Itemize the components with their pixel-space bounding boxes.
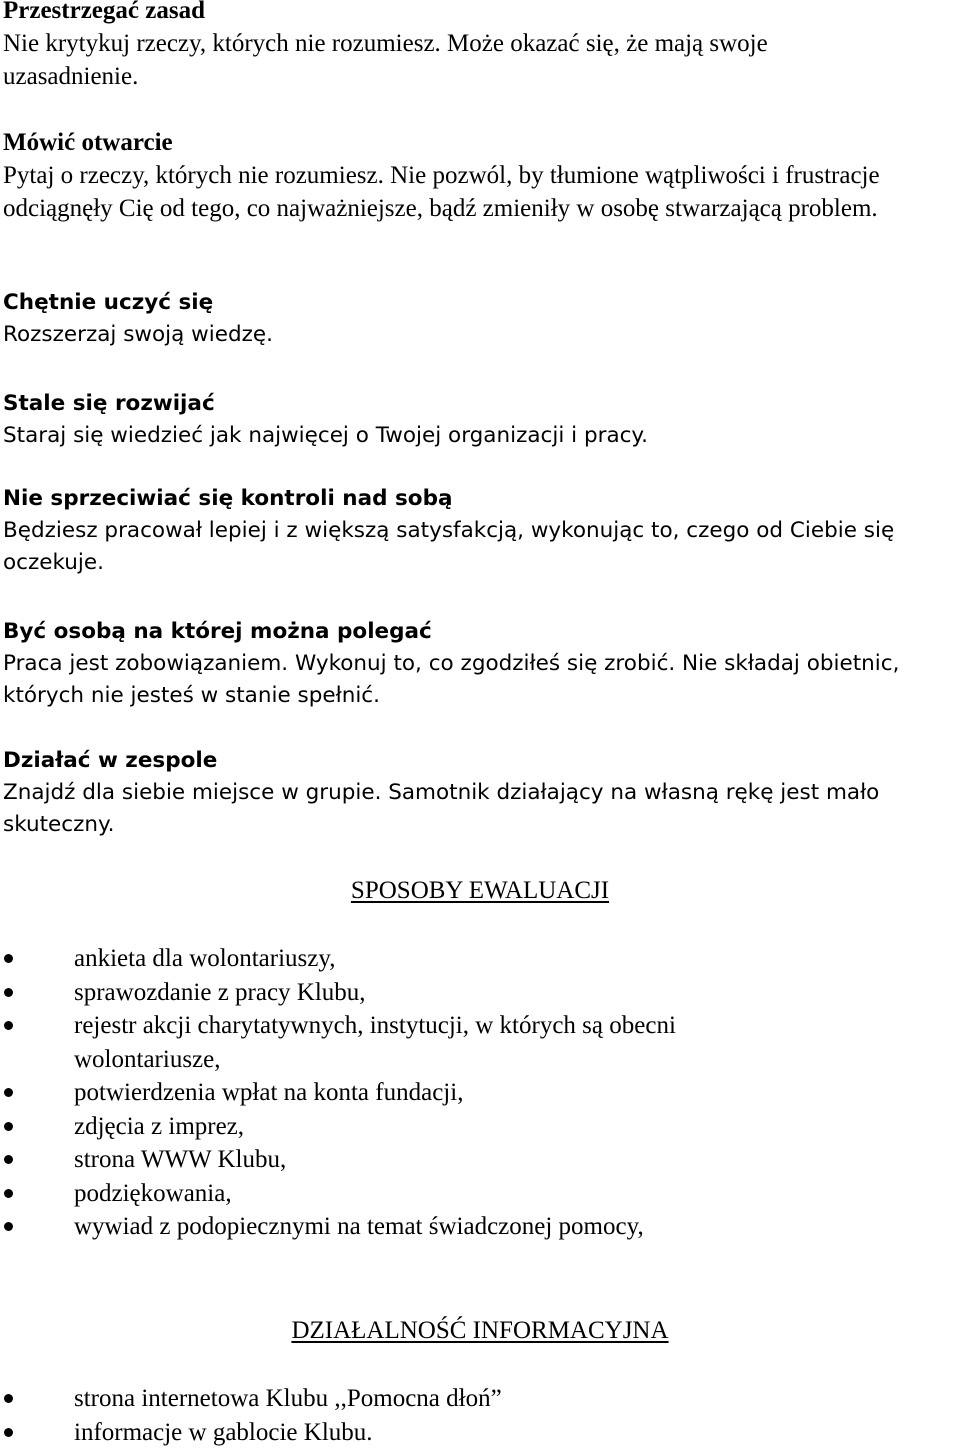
section-mowic-otwarcie: [3, 126, 893, 225]
section-chetnie-uczyc-sie: [3, 287, 958, 351]
list-item: [0, 1110, 940, 1144]
bullet-icon: [4, 1088, 13, 1097]
information-title-text: DZIAŁALNOŚĆ INFORMACYJNA: [291, 1317, 669, 1344]
information-list: [0, 1382, 940, 1449]
list-item-text: potwierdzenia wpłat na konta fundacji,: [74, 1079, 464, 1106]
list-item: [0, 1009, 940, 1076]
section-nie-sprzeciwiac-sie: [3, 483, 958, 579]
bullet-icon: [4, 1428, 13, 1437]
evaluation-list: [0, 942, 940, 1244]
list-item: [0, 1076, 940, 1110]
list-item: [0, 1416, 940, 1450]
section-heading: Działać w zespole: [3, 748, 218, 773]
section-body: Staraj się wiedzieć jak najwięcej o Twojej organizacji i pracy.: [3, 423, 648, 448]
information-title: [0, 1314, 960, 1347]
bullet-icon: [4, 1222, 13, 1231]
section-heading: Stale się rozwijać: [3, 391, 215, 416]
list-item-text: rejestr akcji charytatywnych, instytucji, w których są obecni wolontariusze,: [74, 1012, 676, 1073]
bullet-icon: [4, 1155, 13, 1164]
section-heading: Przestrzegać zasad: [3, 0, 205, 24]
section-dzialac-w-zespole: [3, 745, 958, 841]
list-item-text: podziękowania,: [74, 1179, 232, 1207]
list-item-text: zdjęcia z imprez,: [74, 1112, 245, 1140]
bullet-icon: [4, 1189, 13, 1198]
section-byc-osoba: [3, 616, 958, 712]
list-item-text: ankieta dla wolontariuszy,: [74, 945, 336, 972]
bullet-icon: [4, 1122, 13, 1131]
section-body: Pytaj o rzeczy, których nie rozumiesz. Nie pozwól, by tłumione wątpliwości i frustracje odciągnęły Cię od tego, co najważniejsze, bądź zmieniły w osobę stwarzającą problem.: [3, 162, 880, 222]
list-item: [0, 1143, 940, 1177]
list-item-text: sprawozdanie z pracy Klubu,: [74, 978, 366, 1006]
evaluation-title: [0, 874, 960, 907]
section-body: Znajdź dla siebie miejsce w grupie. Samotnik działający na własną rękę jest mało skuteczny.: [3, 780, 880, 837]
section-body: Praca jest zobowiązaniem. Wykonuj to, co zgodziłeś się zrobić. Nie składaj obietnic, których nie jesteś w stanie spełnić.: [3, 651, 900, 708]
list-item: [0, 1382, 940, 1416]
bullet-icon: [4, 954, 13, 963]
section-heading: Nie sprzeciwiać się kontroli nad sobą: [3, 486, 453, 511]
list-item: [0, 1210, 940, 1244]
list-item-text: wywiad z podopiecznymi na temat świadczonej pomocy,: [74, 1213, 644, 1240]
list-item: [0, 942, 940, 976]
bullet-icon: [4, 1021, 13, 1030]
section-heading: Mówić otwarcie: [3, 129, 173, 156]
bullet-icon: [4, 988, 13, 997]
section-body: Rozszerzaj swoją wiedzę.: [3, 322, 273, 347]
list-item-text: informacje w gablocie Klubu.: [74, 1418, 373, 1446]
section-stale-sie-rozwijac: [3, 388, 958, 452]
evaluation-title-text: SPOSOBY EWALUACJI: [350, 877, 610, 904]
section-body: Nie krytykuj rzeczy, których nie rozumiesz. Może okazać się, że mają swoje uzasadnienie.: [3, 30, 768, 90]
section-heading: Być osobą na której można polegać: [3, 619, 432, 644]
list-item-text: strona WWW Klubu,: [74, 1146, 287, 1173]
list-item: [0, 1177, 940, 1211]
bullet-icon: [4, 1394, 13, 1403]
section-heading: Chętnie uczyć się: [3, 290, 214, 315]
list-item: [0, 976, 940, 1010]
section-body: Będziesz pracował lepiej i z większą satysfakcją, wykonując to, czego od Ciebie się oczekuje.: [3, 518, 895, 575]
section-przestrzegac-zasad: [3, 0, 883, 93]
list-item-text: strona internetowa Klubu ,,Pomocna dłoń”: [74, 1385, 502, 1412]
